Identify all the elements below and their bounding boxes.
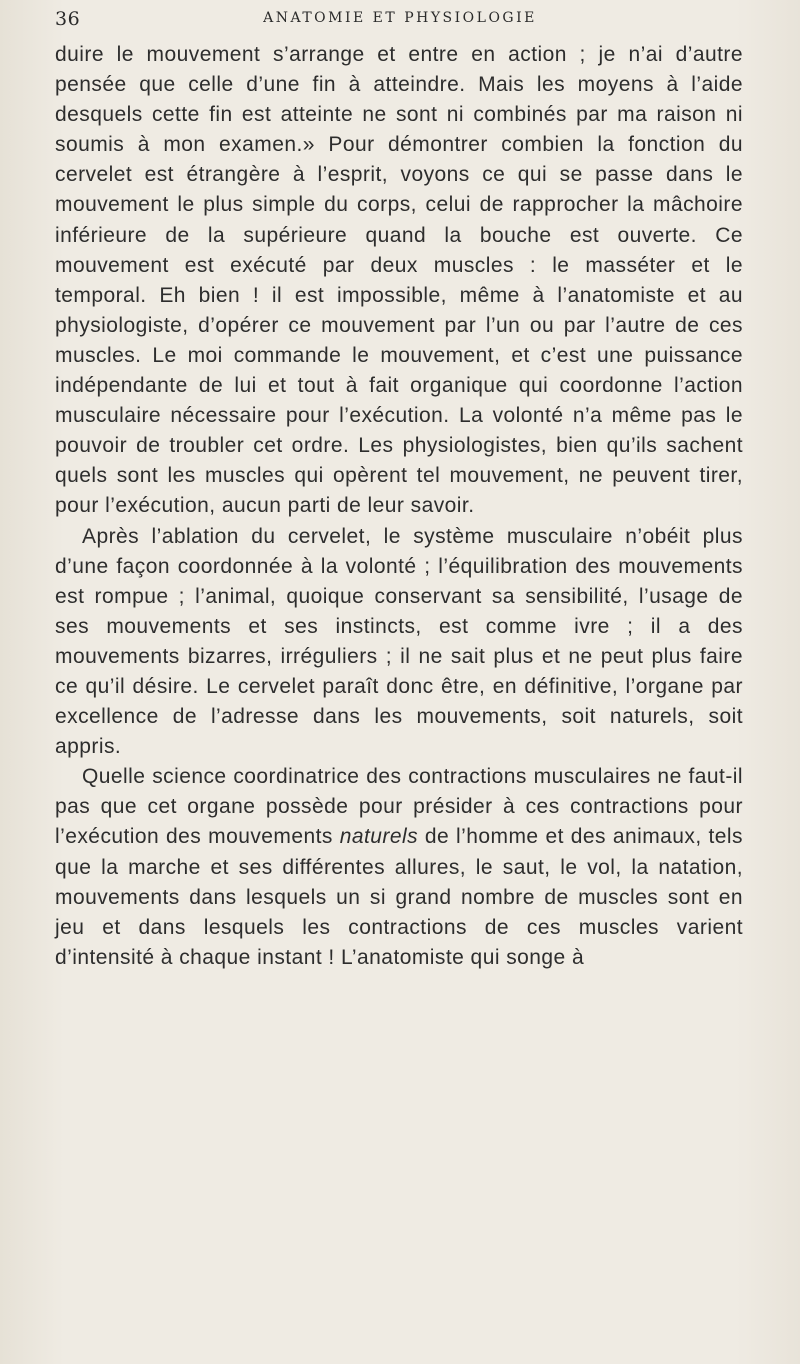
paragraph-3-italic-word: naturels: [339, 825, 419, 849]
page-number: 36: [55, 8, 81, 30]
paragraph-2: Après l’ablation du cervelet, le système musculaire n’obéit plus d’une façon coordonnée à la volonté ; l’équilibration des mouvements est rompue ; l’animal, quoique conservant sa sensibilité, l’usage de ses mouvements et ses instincts, est comme ivre ; il a des mouvements bizarres, irréguliers ; il ne sait plus et ne peut plus faire ce qu’il désire. Le cervelet paraît donc être, en définitive, l’organe par excellence de l’adresse dans les mouvements, soit naturels, soit appris.: [55, 524, 743, 759]
running-title: ANATOMIE ET PHYSIOLOGIE: [263, 10, 537, 26]
body-text: [55, 40, 743, 973]
paragraph-1: duire le mouvement s’arrange et entre en action ; je n’ai d’autre pensée que celle d’une fin à atteindre. Mais les moyens à l’aide desquels cette fin est atteinte ne sont ni combinés par ma raison ni soumis à mon examen.» Pour démontrer combien la fonction du cervelet est étrangère à l’esprit, voyons ce qui se passe dans le mouvement le plus simple du corps, celui de rapprocher la mâchoire inférieure de la supérieure quand la bouche est ouverte. Ce mouvement est exécuté par deux muscles : le masséter et le temporal. Eh bien ! il est impossible, même à l’anatomiste et au physiologiste, d’opérer ce mouvement par l’un ou par l’autre de ces muscles. Le moi commande le mouvement, et c’est une puissance indépendante de lui et tout à fait organique qui coordonne l’action musculaire nécessaire pour l’exécution. La volonté n’a même pas le pouvoir de troubler cet ordre. Les physiologistes, bien qu’ils sachent quels sont les muscles qui opèrent tel mouvement, ne peuvent tirer, pour l’exécution, aucun parti de leur savoir.: [55, 43, 743, 518]
paragraph-3: [55, 762, 743, 973]
paragraph-3-text-b: de l’homme et des animaux, tels que la marche et ses différentes allures, le saut, le vol, la natation, mouvements dans lesquels un si grand nombre de muscles sont en jeu et dans lesquels les contractions de ces muscles varient d’intensité à chaque instant ! L’anatomiste qui songe à: [55, 825, 743, 969]
paragraph-3-text-a: Quelle science coordinatrice des contractions musculaires ne faut-il pas que cet organe possède pour présider à ces contractions pour l’exécution des mouvements: [55, 765, 743, 849]
running-head: [55, 8, 745, 36]
